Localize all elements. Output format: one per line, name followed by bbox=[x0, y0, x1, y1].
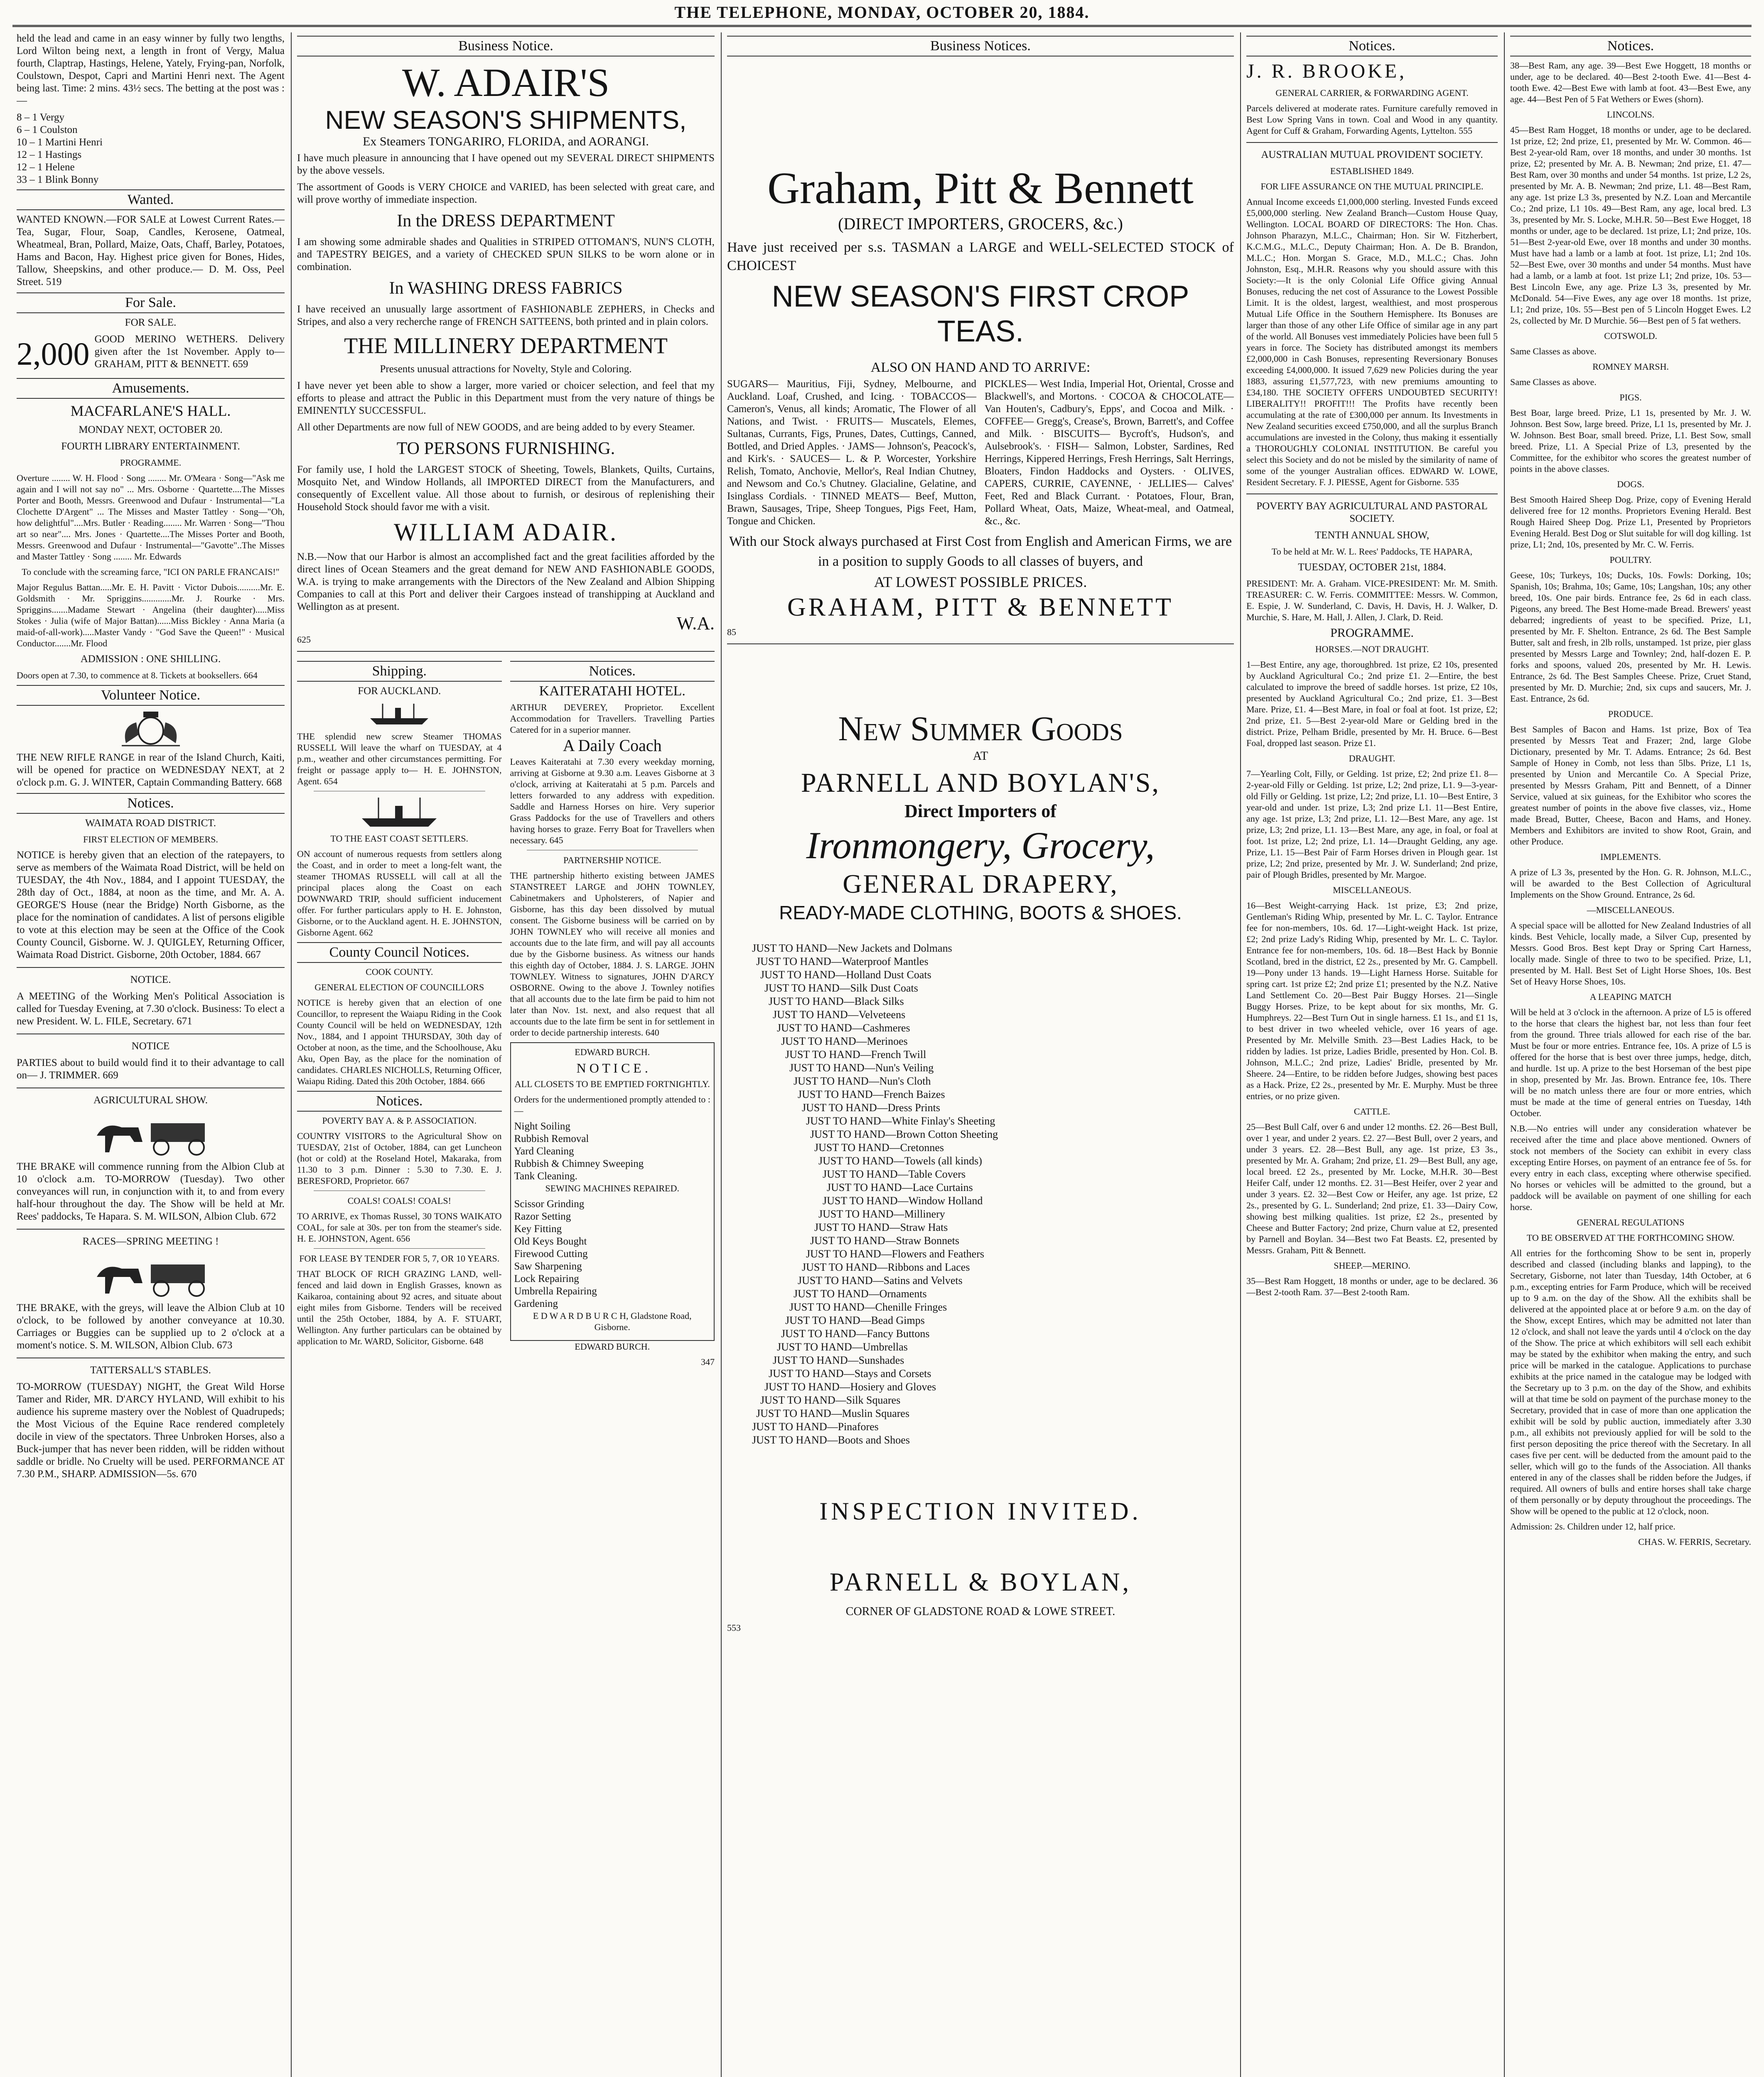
divider bbox=[727, 643, 1234, 644]
pb-inspection: INSPECTION INVITED. bbox=[819, 1498, 1142, 1525]
programme-label: PROGRAMME. bbox=[120, 457, 182, 468]
ad-number: 625 bbox=[297, 634, 311, 645]
coals-title: COALS! COALS! COALS! bbox=[347, 1196, 451, 1206]
secretary-signature: CHAS. W. FERRIS, Secretary. bbox=[1638, 1537, 1751, 1547]
column-4 bbox=[1246, 32, 1498, 2077]
pbaps-title: POVERTY BAY AGRICULTURAL AND PASTORAL SOCIETY. bbox=[1256, 501, 1488, 524]
list-item: JUST TO HAND—Ornaments bbox=[794, 1288, 927, 1300]
draught-classes: 7—Yearling Colt, Filly, or Gelding. 1st prize, £2; 2nd prize £1. 8—2-year-old Filly or Gelding. 1st prize, L2; 2nd prize, L1. 9—3-year-old Filly or Gelding. 1st prize, L2; 2nd prize, L1. 10—Best Entire, 3 year-old and under. 1st prize, L3; 2nd prize L1. 11—Best Entire, any age. 1st prize, L3; 2nd prize, L1. 12—Best Mare, any age. 1st prize, L3; 2nd prize, L1. 13—Best Mare, any age, in foal, or foal at foot. 1st prize, L2; 2nd prize, L1. 14—Draught Gelding, any age. Prize, L1. 15—Best Pair of Farm Horses driven in Plough gear. 1st prize, L2; 2nd prize, presented by Mr. J. W. Sunderland; 2nd prize, pair of Plough Bridles, presented by Mr. Margoe. bbox=[1246, 768, 1498, 880]
millinery-text: I have never yet been able to show a larger, more varied or choicer selection, and feel that my efforts to please and attract the Public in this Department must from the very nature of things be EMINENTLY SUCCESSFUL. bbox=[297, 380, 715, 416]
programme-title: PROGRAMME. bbox=[1330, 626, 1414, 640]
cattle-classes: 25—Best Bull Calf, over 6 and under 12 months. £2. 26—Best Bull, over 1 year, and under 2 years. £2. 27—Best Bull, over 2 years, and under 3 years. £2. 28—Best Bull, any age. 1st prize, £3 3s., presented by Mr. A. Graham; 2nd prize, £1. 29—Best Bull, any age, local breed. £2 2s., presented by Mr. Locke, M.H.R. 30—Best Heifer Calf, under 12 months. £2. 31—Best Heifer, over 2 year and under 3 years. £2. 32—Best Cow or Heifer, any age. 1st prize, £2 2s., presented by G. L. Sunderland; 2nd prize, £1. 33—Dairy Cow, showing best milking qualities. 1st prize, £2 2s., presented by Cheese and Butter Factory; 2nd prize, Churn value at £2, presented by Parnell and Boylan. 34—Best two Fat Beasts. £2, presented by Messrs. Graham, Pitt & Bennett. bbox=[1246, 1122, 1498, 1255]
partnership-title: PARTNERSHIP NOTICE. bbox=[563, 855, 661, 865]
produce-title: PRODUCE. bbox=[1608, 709, 1653, 719]
sheep-classes: 35—Best Ram Hoggett, 18 months or under, age to be declared. 36—Best 2-tooth Ram. 37—Best 2-tooth Ram. bbox=[1246, 1276, 1498, 1297]
pb-address: CORNER OF GLADSTONE ROAD & LOWE STREET. bbox=[845, 1605, 1115, 1618]
list-item: Night Soiling bbox=[514, 1121, 570, 1132]
pb-number: 553 bbox=[727, 1623, 741, 1633]
list-item: Umbrella Repairing bbox=[514, 1286, 597, 1297]
column-3 bbox=[727, 32, 1234, 2077]
cotswold-title: COTSWOLD. bbox=[1604, 331, 1657, 341]
miscellaneous-classes: 16—Best Weight-carrying Hack. 1st prize, £3; 2nd prize, Gentleman's Riding Whip, presented by Mr. L. C. Taylor. Entrance fee for non-members, 10s. 6d. 17—Light-weight Hack. 1st prize, £2; 2nd prize Lady's Riding Whip, presented by Mr. L. C. Taylor. Entrance fee for non-members, 10s. 6d. 18—Best Hack by Bonnie Scotland, bred in the district, £2 2s., presented by Mr. G. Campbell. 19—Pony under 13 hands. 19—Light Harness Horse. Suitable for spring cart. 1st prize £2; 2nd prize £1; presented by the N.Z. Native Land Settlement Co. 20—Best Pair Buggy Horses. 21—Single Buggy Horses. Prize, to be kept about for six months, Mr. G. Humphreys. 22—Best Turn Out in single harness. £1 1s., and £1 1s, to best driver in two wheeled vehicle, over 16 years of age. Presented by Mr. Melville Smith. 23—Best Ladies Hack, to be ridden by ladies. 1st prize, Ladies Bridle, presented by Hon. Col. B. Johnson, M.L.C.; 2nd prize, Ladies' Bridle, presented by Mr. Sheere. 24—Entire, to be ridden before Judges, showing best paces as a Hack. Prize, £2 2s., presented by Mr. E. Murphy. Must be three entries, or no prize given. bbox=[1246, 900, 1498, 1101]
gpb-goods-right: PICKLES— West India, Imperial Hot, Oriental, Crosse and Blackwell's, and Mortons. · COCOA & CHOCOLATE— Van Houten's, Cadbury's, Epps', and Cocoa and Milk. · COFFEE— Gregg's, Crease's, Brown, Barrett's, and Coffee and Milk. · BISCUITS— Bycroft's, Hudson's, and Aulsebrook's. · FISH— Salmon, Lobster, Sardines, Red Herrings, Kippered Herrings, Fresh Herrings, Salt Herrings, Bloaters, Findon Haddocks and Oysters. · OLIVES, CAPERS, CURRIE, CAYENNE, · JELLIES— Calves' Feet, Red and Black Currant. · Potatoes, Flour, Bran, Pollard Wheat, Oats, Maize, Wheat-meal, and Oatmeal, &c., &c. bbox=[985, 378, 1234, 527]
pb-drapery: GENERAL DRAPERY, bbox=[843, 869, 1118, 899]
lease-title: FOR LEASE BY TENDER FOR 5, 7, OR 10 YEARS. bbox=[299, 1253, 500, 1264]
admission-price: ADMISSION : ONE SHILLING. bbox=[80, 653, 221, 665]
coals-notice: TO ARRIVE, ex Thomas Russel, 30 TONS WAIKATO COAL, for sale at 30s. per ton from the steamer's side. H. E. JOHNSTON, Agent. 656 bbox=[297, 1211, 502, 1244]
list-item: JUST TO HAND—New Jackets and Dolmans bbox=[752, 942, 952, 954]
masthead-title: THE TELEPHONE, MONDAY, OCTOBER 20, 1884. bbox=[674, 3, 1090, 22]
gpb-goods-left: SUGARS— Mauritius, Fiji, Sydney, Melbourne, and Auckland. Loaf, Crushed, and Icing. · TOBACCOS— Cameron's, Venus, all kinds; Aromatic, The Flower of all Nations, and Twist. · FRUITS— Muscatels, Elemes, Sultanas, Currants, Figs, Prunes, Dates, Cuttings, Canned, Bottled, and Dried Apples. · JAMS— Johnson's, Peacock's, and Kirk's. · SAUCES— L. & P. Worcester, Yorkshire Relish, Tomato, Anchovie, Mellor's, Real Indian Chutney, and Newsom and Co.'s Chutney. Glacialine, Gelatine, and Isinglass Cordials. · TINNED MEATS— Beef, Mutton, Brawn, Sausages, Tripe, Sheep Tongues, Pigs Feet, Ham, Tongue and Chicken. bbox=[727, 378, 976, 527]
list-item: JUST TO HAND—Merinoes bbox=[781, 1035, 908, 1047]
royal-crest-icon bbox=[118, 710, 184, 747]
list-item: JUST TO HAND—Fancy Buttons bbox=[781, 1328, 930, 1340]
list-item: JUST TO HAND—Brown Cotton Sheeting bbox=[810, 1128, 998, 1140]
build-title: NOTICE bbox=[131, 1041, 170, 1052]
pb-ironmongery: Ironmongery, Grocery, bbox=[806, 824, 1155, 867]
section-header-shipping: Shipping. bbox=[297, 661, 502, 682]
list-item: JUST TO HAND—Towels (all kinds) bbox=[818, 1155, 982, 1167]
list-item: Scissor Grinding bbox=[514, 1198, 585, 1210]
brooke-notice: Parcels delivered at moderate rates. Furniture carefully removed in Best Low Spring Vans in town. Coal and Wood in any quantity. Agent for Cuff & Graham, Forwarding Agents, Lyttelton. 555 bbox=[1246, 103, 1498, 136]
hotel-title: KAITERATAHI HOTEL. bbox=[539, 683, 685, 699]
millinery-title: THE MILLINERY DEPARTMENT bbox=[344, 333, 668, 358]
races-notice: THE BRAKE, with the greys, will leave the Albion Club at 10 o'clock, to be followed by another conveyance at 10.30. Carriages or Buggies can be supplied up to 2 o'clock at a moment's notice. S. M. WILSON, Albion Club. 673 bbox=[17, 1302, 285, 1351]
masthead-rule bbox=[12, 25, 1752, 27]
betting-line: 8 – 1 Vergy bbox=[17, 112, 65, 123]
burch-subtitle: ALL CLOSETS TO BE EMPTIED FORTNIGHTLY. bbox=[514, 1079, 710, 1089]
romney-classes: Same Classes as above. bbox=[1510, 377, 1597, 387]
divider bbox=[314, 1248, 485, 1249]
section-header-notices: Notices. bbox=[1510, 36, 1751, 56]
leaping-text: Will be held at 3 o'clock in the afternoon. A prize of L5 is offered to the horse that clears the highest bar, not less than four feet from the ground. Three trials allowed for each rise of the bar. Must be four or more entries. Entrance fee, 10s. A prize of L5 is offered for the horse that is best over three jumps, hedge, ditch, and hurdle. 1st up. A prize to the best Horseman of the best pipe in shop, presented by Mr. Jas. Brown. Entrance fee, 10s. There will be no match unless there are four or more entries, which must be made at the time of general entries on Tuesday, 14th October. bbox=[1510, 1007, 1751, 1118]
sheep-title: SHEEP.—MERINO. bbox=[1334, 1260, 1410, 1271]
burch-sewing: SEWING MACHINES REPAIRED. bbox=[545, 1183, 679, 1193]
adair-initials: W.A. bbox=[676, 613, 715, 633]
list-item: Rubbish Removal bbox=[514, 1133, 589, 1144]
dogs-title: DOGS. bbox=[1617, 479, 1644, 489]
burch-services bbox=[514, 1120, 711, 1183]
furnishing-text: For family use, I hold the LARGEST STOCK of Sheeting, Towels, Blankets, Quilts, Curtains, Mosquito Net, and Window Hollands, all IMPORTED DIRECT from the Manufacturers, and consequently of Excellent value. All those about to furnish, or desirous of replenishing their Household Stock should favor me with a visit. bbox=[297, 464, 715, 513]
dress-dept-title: In the DRESS DEPARTMENT bbox=[397, 211, 615, 231]
masthead bbox=[0, 0, 1764, 25]
burch-repairs bbox=[514, 1198, 711, 1310]
implements-title: IMPLEMENTS. bbox=[1600, 852, 1661, 862]
list-item: Lock Repairing bbox=[514, 1273, 579, 1284]
adair-subtitle: NEW SEASON'S SHIPMENTS, bbox=[325, 106, 687, 135]
divider bbox=[17, 1229, 285, 1230]
list-item: JUST TO HAND—Lace Curtains bbox=[827, 1181, 973, 1193]
steamer-icon bbox=[366, 702, 432, 727]
washing-fabrics-title: In WASHING DRESS FABRICS bbox=[389, 279, 623, 298]
gpb-number: 85 bbox=[727, 627, 736, 637]
divider bbox=[17, 967, 285, 968]
list-item: JUST TO HAND—Silk Dust Coats bbox=[764, 982, 918, 994]
amp-established: ESTABLISHED 1849. bbox=[1330, 166, 1414, 176]
list-item: JUST TO HAND—Sunshades bbox=[773, 1354, 904, 1366]
list-item: Yard Cleaning bbox=[514, 1146, 574, 1157]
nb-text: N.B.—No entries will under any consideration whatever be received after the time and place above mentioned. Owners of stock not members of the Society can exhibit in every class excepting Entire Horses, on payment of an entrance fee of 5s. for every entry in each class, excepting where otherwise specified. No horses or vehicles will be admitted to the ground, but a paddock will be available on payment of one shilling for each horse. bbox=[1510, 1123, 1751, 1212]
poverty-bay-notice: COUNTRY VISITORS to the Agricultural Show on TUESDAY, 21st of October, 1884, can get Luncheon (hot or cold) at the Roseland Hotel, Makaraka, from 11.30 to 3 p.m. Dinner : 5.30 to 7.30. E. J. BERESFORD, Proprietor. 667 bbox=[297, 1131, 502, 1186]
hotel-notice: ARTHUR DEVEREY, Proprietor. Excellent Accommodation for Travellers. Travelling Parties Catered for in a superior manner. bbox=[510, 702, 715, 735]
section-header-notices: Notices. bbox=[297, 1091, 502, 1112]
list-item: JUST TO HAND—Bead Gimps bbox=[785, 1314, 925, 1326]
cattle-title: CATTLE. bbox=[1354, 1106, 1391, 1117]
regulations-title: GENERAL REGULATIONS bbox=[1577, 1217, 1685, 1228]
gpb-title: Graham, Pitt & Bennett bbox=[767, 164, 1194, 213]
pb-signature: PARNELL & BOYLAN, bbox=[829, 1568, 1132, 1596]
dogs-classes: Best Smooth Haired Sheep Dog. Prize, copy of Evening Herald delivered free for 12 months. Proprietors Evening Herald. Best Rough Haired Sheep Dog. Prize L1, Presented by Proprietors Evening Herald. Best Dog or Slut suitable for will dog killing. 1st prize, L1; 2nd, 10s, presented by Mr. C. W. Ferris. bbox=[1510, 494, 1751, 550]
adair-signature: WILLIAM ADAIR. bbox=[393, 518, 618, 546]
divider bbox=[1246, 142, 1498, 143]
pb-at: AT bbox=[973, 749, 988, 763]
section-header-volunteer: Volunteer Notice. bbox=[17, 685, 285, 706]
draught-title: DRAUGHT. bbox=[1349, 753, 1395, 764]
column-divider bbox=[291, 32, 292, 2077]
list-item: JUST TO HAND—Stays and Corsets bbox=[769, 1367, 931, 1380]
miscellaneous-title: —MISCELLANEOUS. bbox=[1587, 905, 1675, 915]
for-sale-quantity: 2,000 bbox=[17, 336, 90, 372]
column-1 bbox=[17, 32, 285, 2077]
burch-box bbox=[510, 1042, 715, 1341]
column-divider bbox=[1504, 32, 1505, 2077]
millinery-subtitle: Presents unusual attractions for Novelty, Style and Coloring. bbox=[380, 363, 632, 375]
betting-line: 33 – 1 Blink Bonny bbox=[17, 174, 99, 185]
list-item: JUST TO HAND—Satins and Velvets bbox=[798, 1274, 963, 1286]
pbaps-annual: TENTH ANNUAL SHOW, bbox=[1314, 530, 1430, 541]
section-header-notices: Notices. bbox=[510, 661, 715, 682]
horse-brake-icon bbox=[88, 1111, 213, 1156]
list-item: JUST TO HAND—Holland Dust Coats bbox=[760, 969, 931, 981]
divider bbox=[297, 651, 715, 652]
divider bbox=[1246, 493, 1498, 494]
horses-title: HORSES.—NOT DRAUGHT. bbox=[1315, 644, 1429, 654]
brooke-title: J. R. BROOKE, bbox=[1246, 60, 1407, 82]
waimata-notice: NOTICE is hereby given that an election of the ratepayers, to serve as members of the Waimata Road District, will be held on TUESDAY, the 4th Nov., 1884, and I appoint TUESDAY, the 28th day of Oct., 1884, at noon as the time, and Mr. A. A. GEORGE'S House (near the Bridge) North Gisborne, as the place for the nomination of candidates. A list of persons eligible to vote at this election may be seen at the Office of the Cook County Council, Gisborne. W. J. QUIGLEY, Returning Officer, Waimata Road District. Gisborne, 20th October, 1884. 667 bbox=[17, 849, 285, 960]
poultry-title: POULTRY. bbox=[1609, 555, 1652, 565]
list-item: Firewood Cutting bbox=[514, 1248, 588, 1259]
amp-life: FOR LIFE ASSURANCE ON THE MUTUAL PRINCIPLE. bbox=[1260, 181, 1484, 191]
list-item: JUST TO HAND—Velveteens bbox=[773, 1009, 906, 1021]
betting-line: 12 – 1 Helene bbox=[17, 162, 75, 173]
pb-title: New Summer Goods bbox=[838, 710, 1123, 748]
meeting-notice: A MEETING of the Working Men's Political Association is called for Tuesday Evening, at 7.30 o'clock. Business: To elect a new President. W. L. FILE, Secretary. 671 bbox=[17, 991, 285, 1027]
burch-notice-heading: N O T I C E . bbox=[576, 1061, 648, 1075]
list-item: JUST TO HAND—Straw Bonnets bbox=[810, 1235, 959, 1247]
pb-direct: Direct Importers of bbox=[904, 801, 1056, 821]
amp-notice: Annual Income exceeds £1,000,000 sterling. Invested Funds exceed £5,000,000 sterling. New Zealand Branch—Custom House Quay, Wellington. LOCAL BOARD OF DIRECTORS: The Hon. Chas. Johnson Pharazyn, M.L.C., Chairman; Hon. Sir W. Fitzherbert, K.C.M.G., M.L.C., Deputy Chairman; Hon. A. De B. Brandon, M.L.C.; Hon. Morgan S. Grace, M.D., M.L.C.; Chas. John Johnston, Esq., M.H.R. Reasons why you should assure with this Society:—It is the only Colonial Life Office giving Annual Bonuses, reducing the net cost of Assurance to the Lowest Possible Limit. It is the oldest, largest, wealthiest, and most prosperous Mutual Life Office in the Southern Hemisphere. Its Bonuses are larger than those of any other Life Office of similar age in any part of the world. All Bonuses vest immediately Policies have been full 5 years in force. The Society has distributed amongst its members £2,000,000 in Cash Bonuses, representing Reversionary Bonuses exceeding £4,000,000. It issued 7,629 new Policies during the year 1883, assuring £1,577,723, with new premiums amounting to £34,180. THE SOCIETY OFFERS UNDOUBTED SECURITY! LIBERALITY!! PROFIT!!! The Profits have recently been accumulating at the rate of £300,000 per annum. Its Investments in New Zealand securities exceed £750,000, and all the surplus Branch accumulations are invested in the Colony, thus making it essentially a THOROUGHLY COLONIAL INSTITUTION. Be careful you select this Society and do not be misled by the similarity of name of some of the younger Australian offices. EDWARD W. LOWE, Resident Secretary. F. J. PIESSE, Agent for Gisborne. 535 bbox=[1246, 196, 1498, 487]
agricultural-show-title: AGRICULTURAL SHOW. bbox=[93, 1095, 208, 1106]
amp-title: AUSTRALIAN MUTUAL PROVIDENT SOCIETY. bbox=[1261, 149, 1483, 160]
county-subtitle: GENERAL ELECTION OF COUNCILLORS bbox=[314, 982, 484, 992]
poverty-bay-title: POVERTY BAY A. & P. ASSOCIATION. bbox=[322, 1115, 477, 1126]
auckland-notice: THE splendid new screw Steamer THOMAS RUSSELL Will leave the wharf on TUESDAY, at 4 p.m., weather and other circumstances permitting. For freight or passage apply to— H. E. JOHNSTON, Agent. 654 bbox=[297, 731, 502, 786]
list-item: JUST TO HAND—Flowers and Feathers bbox=[806, 1248, 984, 1260]
section-header-county: County Council Notices. bbox=[297, 942, 502, 963]
list-item: JUST TO HAND—Hosiery and Gloves bbox=[764, 1381, 936, 1393]
agricultural-show-notice: THE BRAKE will commence running from the Albion Club at 10 o'clock a.m. TO-MORROW (Tuesday). Two other conveyances will run, in conjunction with it, to and from every half-hour throughout the day. The Show will be held at Mr. Rees' paddocks, Te Hapara. S. M. WILSON, Albion Club. 672 bbox=[17, 1161, 285, 1222]
list-item: Gardening bbox=[514, 1298, 558, 1309]
poultry-classes: Geese, 10s; Turkeys, 10s; Ducks, 10s. Fowls: Dorking, 10s; Spanish, 10s; Brahma, 10s; Game, 10s; Langshan, 10s; any other breed, 10s. One pair birds. Entrance fee, 2s 6d in each class. Pigeons, any breed. The Best Home-made Bread. Brewers' yeast debarred; ingredients of yeast to be specified. Prize, L1, presented by Mr. F. Shelton. Entrance, 2s 6d. The Best Sample Butter, salt and fresh, in 2lb rolls, unstamped. 1st prize, pier glass presented by Messrs Large and Townley; 2nd, half-dozen E. P. forks and spoons, valued 20s, presented by Mr. H. Lewis. Entrance, 2s 6d. The Best Samples Cheese. Prize, Cruet Stand, presented by Mr. D. Murchie; 2nd, six cups and saucers, Mr. J. East. Entrance, 2s 6d. bbox=[1510, 570, 1751, 704]
pb-name: PARNELL AND BOYLAN'S, bbox=[801, 768, 1160, 798]
cotswold-classes: Same Classes as above. bbox=[1510, 346, 1597, 356]
adair-nb: N.B.—Now that our Harbor is almost an accomplished fact and the great facilities afforded by the direct lines of Ocean Steamers and the great demand for NEW AND FASHIONABLE GOODS, W.A. is trying to make arrangements with the Directors of the New Zealand and Albion Shipping Companies to call at this Port and deliver their Cargoes instead of transhipping at Auckland and Wellington as at present. bbox=[297, 551, 715, 612]
brooke-subtitle: GENERAL CARRIER, & FORWARDING AGENT. bbox=[1275, 88, 1469, 98]
list-item: JUST TO HAND—Ribbons and Laces bbox=[802, 1261, 970, 1273]
column-5 bbox=[1510, 32, 1751, 2077]
farce-title: To conclude with the screaming farce, "ICI ON PARLE FRANCAIS!" bbox=[22, 567, 280, 577]
race-report: held the lead and came in an easy winner by fully two lengths, Lord Wilton being next, a length in front of Vergy, Malua fourth, Claptrap, Hastings, Helene, Yately, Frying-pan, Norfolk, Coulstown, Despot, Capri and Martini Henri next. The Agent being last. Time: 2 mins. 43½ secs. The betting at the post was :— bbox=[17, 33, 285, 106]
adair-assortment: The assortment of Goods is VERY CHOICE and VARIED, has been selected with great care, and will prove worthy of immediate inspection. bbox=[297, 182, 715, 205]
section-header-for-sale: For Sale. bbox=[17, 292, 285, 313]
list-item: Saw Sharpening bbox=[514, 1261, 582, 1272]
list-item: Rubbish & Chimney Sweeping bbox=[514, 1158, 644, 1169]
partnership-notice: THE partnership hitherto existing between JAMES STANSTREET LARGE and JOHN TOWNLEY, Cabinetmakers and Upholsterers, of Napier and Gisborne, has this day been dissolved by mutual consent. The Gisborne business will be carried on by JOHN TOWNLEY who will receive all monies and accounts due to the late firm, and will pay all accounts due by the Gisborne business. As witness our hands this eighth day of October, 1884. J. S. LARGE. JOHN TOWNLEY. Witness to signatures, JOHN D'ARCY OSBORNE. Owing to the above J. Townley notifies that all accounts due to the late firm be paid to him not later than Nov. 1st. next, and also request that all accounts due to the late firm be sent in for settlement in order to decide partnership interests. 640 bbox=[510, 870, 715, 1038]
list-item: Old Keys Bought bbox=[514, 1236, 587, 1247]
county-notice: NOTICE is hereby given that an election of one Councillor, to represent the Waiapu Riding in the Cook County Council will be held on WEDNESDAY, 12th Nov., 1884, and I appoint THURSDAY, 30th day of October at noon, as the time, and the Schoolhouse, Aku Aku, Open Bay, as the place for the nomination of candidates. CHARLES NICHOLLS, Returning Officer, Waiapu Riding. Dated this 20th October, 1884. 666 bbox=[297, 997, 502, 1086]
tattersall-notice: TO-MORROW (TUESDAY) NIGHT, the Great Wild Horse Tamer and Rider, MR. D'ARCY HYLAND, Will exhibit to his audience his supreme mastery over the Noblest of Quadrupeds; the Most Vicious of the Equine Race rendered completely docile in view of the spectators. Three Unbroken Horses, also a Buck-jumper that has never been ridden, will be ridden without saddle or bridle. No Cruelty will be used. PERFORMANCE AT 7.30 P.M., SHARP. ADMISSION—5s. 670 bbox=[17, 1381, 285, 1480]
list-item: JUST TO HAND—Muslin Squares bbox=[756, 1407, 910, 1419]
steamer-icon bbox=[358, 795, 441, 829]
burch-title: EDWARD BURCH. bbox=[575, 1047, 650, 1057]
section-header-amusements: Amusements. bbox=[17, 378, 285, 399]
section-header-notices: Notices. bbox=[1246, 36, 1498, 56]
adair-ships: Ex Steamers TONGARIRO, FLORIDA, and AORANGI. bbox=[363, 135, 649, 148]
list-item: Tank Cleaning. bbox=[514, 1171, 577, 1182]
admission-text: Admission: 2s. Children under 12, half price. bbox=[1510, 1521, 1676, 1532]
list-item: JUST TO HAND—Waterproof Mantles bbox=[756, 955, 929, 967]
gpb-subtitle: (DIRECT IMPORTERS, GROCERS, &c.) bbox=[838, 214, 1123, 233]
county-title: COOK COUNTY. bbox=[366, 967, 433, 977]
gpb-intro: Have just received per s.s. TASMAN a LARGE and WELL-SELECTED STOCK of CHOICEST bbox=[727, 240, 1234, 273]
hall-name: MACFARLANE'S HALL. bbox=[70, 403, 231, 419]
section-header-notices: Notices. bbox=[17, 793, 285, 814]
list-item: JUST TO HAND—Umbrellas bbox=[777, 1341, 908, 1353]
list-item: JUST TO HAND—Boots and Shoes bbox=[752, 1434, 910, 1446]
pbaps-where: To be held at Mr. W. L. Rees' Paddocks, TE HAPARA, bbox=[1271, 546, 1473, 557]
notices-column bbox=[510, 658, 715, 1372]
list-item: Key Fitting bbox=[514, 1223, 562, 1235]
dress-dept-text: I am showing some admirable shades and Qualities in STRIPED OTTOMAN'S, NUN'S CLOTH, and TAPESTRY BEIGES, and a variety of CHECKED SPUN SILKS to be worn alone or in combination. bbox=[297, 236, 715, 273]
lincolns-classes: 45—Best Ram Hogget, 18 months or under, age to be declared. 1st prize, £2; 2nd prize, £1, presented by Mr. W. Common. 46—Best 2-year-old Ram, over 18 months, and under 30 months. 1st prize, £2; presented by Mr. A. B. Newman; 2nd prize, £1. 47—Best Ram, over 30 months and under 54 months. 1st prize, L2 2s, presented by Mr. A. B. Newman; 2nd prize, L1. 48—Best Ram, any age. 1st prize L3 3s, presented by N.Z. Loan and Mercantile Co.; 2nd prize, L1 10s. 49—Best Ram, any age, local bred. L3 3s, presented by Mr. S. Locke, M.H.R. 50—Best Ewe Hogget, 18 months or under, age to be declared. 1st prize, L1; 2nd prize, 10s. 51—Best 2-year-old Ewe, over 18 months and under 30 months. Must have had a lamb or a lamb at foot. 1st prize, L1; 2nd 10s. 52—Best Ewe, over 30 months and under 54 months. Must have had a lamb, or a lamb at foot. 1st prize L1; 2nd prize, 10s. 53—Best Lincoln Ewe, any age. Prize L3 3s, presented by Mr. McDonald. 54—Five Ewes, any age over 18 months. 1st prize, L1; 2nd prize, 10s. 55—Best pen of 5 Lincoln Hogget Ewes. L2 2s, collected by Mr. D Murchie. 56—Best pen of 5 fat wethers. bbox=[1510, 125, 1751, 326]
list-item: JUST TO HAND—Table Covers bbox=[823, 1168, 966, 1180]
pigs-title: PIGS. bbox=[1619, 392, 1642, 403]
list-item: JUST TO HAND—Cashmeres bbox=[777, 1022, 910, 1034]
list-item: Razor Setting bbox=[514, 1211, 571, 1222]
build-notice: PARTIES about to build would find it to their advantage to call on— J. TRIMMER. 669 bbox=[17, 1057, 285, 1081]
auckland-title: FOR AUCKLAND. bbox=[358, 685, 441, 697]
adair-title: W. ADAIR'S bbox=[402, 60, 610, 105]
waimata-subtitle: FIRST ELECTION OF MEMBERS. bbox=[83, 834, 218, 845]
betting-line: 6 – 1 Coulston bbox=[17, 124, 78, 135]
list-item: JUST TO HAND—White Finlay's Sheeting bbox=[806, 1115, 995, 1127]
pbaps-officers: PRESIDENT: Mr. A. Graham. VICE-PRESIDENT: Mr. M. Smith. TREASURER: C. W. Ferris. COMMITTEE: Messrs. W. Common, E. Espie, J. W. Sunderland, C. Davis, H. Davis, H. J. Walker, D. Murchie, S. Hare, M. Hall, J. Allen, J. Clark, D. Reid. bbox=[1246, 578, 1498, 622]
burch-number: 347 bbox=[701, 1357, 715, 1367]
romney-title: ROMNEY MARSH. bbox=[1592, 361, 1669, 372]
betting-line: 12 – 1 Hastings bbox=[17, 149, 82, 160]
burch-signature: E D W A R D B U R C H, Gladstone Road, Gisborne. bbox=[533, 1311, 692, 1332]
regulations-subtitle: TO BE OBSERVED AT THE FORTHCOMING SHOW. bbox=[1526, 1232, 1735, 1243]
list-item: JUST TO HAND—Straw Hats bbox=[814, 1221, 948, 1233]
gpb-also: ALSO ON HAND AND TO ARRIVE: bbox=[870, 360, 1091, 375]
pb-clothing: READY-MADE CLOTHING, BOOTS & SHOES. bbox=[779, 902, 1182, 923]
section-header-wanted: Wanted. bbox=[17, 189, 285, 210]
miscellaneous-classes: A special space will be allotted for New Zealand Industries of all kinds. Best Vehicle, locally made, a Silver Cup, presented by Messrs. Good Bros. Best kept Dray or Spring Cart Harness, locally made. Single of three to two to be specified. Prize, L1, presented by M. Hall. Best Set of Light Horse Shoes, 10s. Best Set of Heavy Horse Shoes, 10s. bbox=[1510, 920, 1751, 987]
list-item: JUST TO HAND—Cretonnes bbox=[814, 1142, 944, 1154]
miscellaneous-title: MISCELLANEOUS. bbox=[1333, 885, 1411, 895]
list-item: JUST TO HAND—Nun's Veiling bbox=[789, 1062, 934, 1074]
departments-text: All other Departments are now full of NEW GOODS, and are being added to by every Steamer. bbox=[297, 422, 695, 433]
betting-line: 10 – 1 Martini Henri bbox=[17, 137, 103, 148]
column-divider bbox=[1240, 32, 1241, 2077]
for-sale-text: GOOD MERINO WETHERS. Delivery given after the 1st November. Apply to— GRAHAM, PITT & BENNETT. 659 bbox=[94, 334, 285, 370]
implements-classes: A prize of L3 3s, presented by the Hon. G. R. Johnson, M.L.C., will be awarded to the Best Collection of Agricultural Implements on the Show Ground. Entrance, 2s 6d. bbox=[1510, 867, 1751, 900]
list-item: JUST TO HAND—Window Holland bbox=[823, 1195, 983, 1207]
washing-fabrics-text: I have received an unusually large assortment of FASHIONABLE ZEPHERS, in Checks and Stripes, and also a very recherche range of FRENCH SATTEENS, both printed and in plain colors. bbox=[297, 304, 715, 327]
list-item: JUST TO HAND—Chenille Fringes bbox=[789, 1301, 947, 1313]
gpb-teas: NEW SEASON'S FIRST CROP TEAS. bbox=[771, 280, 1189, 348]
races-title: RACES—SPRING MEETING ! bbox=[82, 1236, 219, 1247]
gpb-goods bbox=[727, 378, 1234, 532]
pigs-classes: Best Boar, large breed. Prize, L1 1s, presented by Mr. J. W. Johnson. Best Sow, large breed. Prize, L1 1s, presented by Mr. J. W. Johnson. Best Boar, small breed. Prize, L1. Best Sow, small breed. Prize, L1. A Special Prize of L3, presented by the Committee, for the exhibitor who scores the greatest number of points in the above classes. bbox=[1510, 408, 1751, 474]
doors-open: Doors open at 7.30, to commence at 8. Tickets at booksellers. 664 bbox=[17, 670, 258, 680]
gpb-stock: With our Stock always purchased at First Cost from English and American Firms, we are in a position to supply Goods to all classes of buyers, and bbox=[729, 534, 1232, 569]
meeting-title: NOTICE. bbox=[130, 974, 171, 985]
shipping-column bbox=[297, 658, 502, 1372]
column-2 bbox=[297, 32, 715, 2077]
list-item: JUST TO HAND—Nun's Cloth bbox=[794, 1075, 931, 1087]
list-item: JUST TO HAND—French Baizes bbox=[798, 1088, 945, 1100]
list-item: JUST TO HAND—Millinery bbox=[818, 1208, 945, 1220]
horses-classes: 1—Best Entire, any age, thoroughbred. 1st prize, £2 10s, presented by Auckland Agricultural Co.; 2nd prize £1. 2—Entire, the best calculated to improve the breed of saddle horses. 1st prize, £2 10s, presented by Auckland Agricultural Co.; 2nd prize, £1. 3—Best Mare. Prize, £1. 4—Best Mare, in foal or foal at foot. 1st prize, £2; 2nd prize, £1. 5—Best 2-year-old Mare or Gelding bred in the district. Prize, Pelham Bridle, presented by Mr. H. Bruce. 6—Best Foal, dropped last season. Prize £1. bbox=[1246, 659, 1498, 748]
coach-notice: Leaves Kaiteratahi at 7.30 every weekday morning, arriving at Gisborne at 9.30 a.m. Leaves Gisborne at 3 o'clock, arriving at Kaiteratahi at 5 p.m. Parcels and letters forwarded to any address with expedition. Saddle and Harness Horses on hire. Very superior Grass Paddocks for the use of Travellers and others having horses to graze. Ferry Boat for Travellers when necessary. 645 bbox=[510, 756, 715, 845]
wanted-ad: WANTED KNOWN.—FOR SALE at Lowest Current Rates.—Tea, Sugar, Flour, Soap, Candles, Kerosene, Oatmeal, Wheatmeal, Bran, Pollard, Maize, Oats, Chaff, Barley, Potatoes, Hams and Bacon, Hay. Highest price given for Bones, Hides, Tallow, Sheepskins, and other produce.— D. M. Oss, Peel Street. 519 bbox=[17, 214, 285, 287]
column-divider bbox=[721, 32, 722, 2077]
hall-date: MONDAY NEXT, OCTOBER 20. bbox=[79, 424, 223, 435]
settlers-title: TO THE EAST COAST SETTLERS. bbox=[330, 833, 468, 844]
furnishing-title: TO PERSONS FURNISHING. bbox=[396, 439, 615, 458]
burch-orders: Orders for the undermentioned promptly attended to :— bbox=[514, 1094, 710, 1116]
adair-intro: I have much pleasure in announcing that I have opened out my SEVERAL DIRECT SHIPMENTS by the above vessels. bbox=[297, 152, 715, 176]
betting-list bbox=[17, 111, 285, 186]
pb-items bbox=[752, 942, 1234, 1447]
list-item: JUST TO HAND—Silk Squares bbox=[760, 1394, 901, 1406]
volunteer-notice: THE NEW RIFLE RANGE in rear of the Island Church, Kaiti, will be opened for practice on WEDNESDAY NEXT, at 2 o'clock p.m. G. J. WINTER, Captain Commanding Battery. 668 bbox=[17, 752, 285, 788]
waimata-title: WAIMATA ROAD DISTRICT. bbox=[85, 818, 216, 829]
hall-event: FOURTH LIBRARY ENTERTAINMENT. bbox=[61, 441, 240, 452]
for-sale-title: FOR SALE. bbox=[125, 317, 177, 328]
lease-notice: THAT BLOCK OF RICH GRAZING LAND, well-fenced and laid down in English Grasses, known as Kaikaroa, containing about 92 acres, and situate about eight miles from Gisborne. Tenders will be received until the 25th October, 1884, by A. F. STUART, Wellington. Any further particulars can be obtained by application to Mr. WARD, Solicitor, Gisborne. 648 bbox=[297, 1269, 502, 1346]
list-item: JUST TO HAND—French Twill bbox=[785, 1048, 926, 1061]
sheep-classes-continued: 38—Best Ram, any age. 39—Best Ewe Hoggett, 18 months or under, age to be declared. 40—Best 2-tooth Ewe. 41—Best 4-tooth Ewe. 42—Best Ewe with lamb at foot. 43—Best Ewe, any age. 44—Best Pen of 5 Fat Wethers or Ewes (shorn). bbox=[1510, 60, 1751, 104]
pbaps-date: TUESDAY, OCTOBER 21st, 1884. bbox=[1298, 562, 1446, 573]
list-item: JUST TO HAND—Dress Prints bbox=[802, 1102, 940, 1114]
regulations-text: All entries for the forthcoming Show to be sent in, properly described and classed (including blanks and lapping), to the Secretary, Gisborne, not later than Tuesday, 14th October, at 6 p.m., excepting entries for Farm Produce, which will be received up to 9 a.m. on the day of the Show. All the exhibits shall be delivered at the appointed place at or before 9 a.m. on the day of the Show, except Entires, which may be admitted not later than 12 o'clock, and shall not leave the yards until 4 o'clock on the day of the Show. The price at which exhibitors will sell each exhibit may be stated by the exhibitor when making the entry, and such price will be marked in the catalogue. Applications to purchase exhibits at the price named in the catalogue may be lodged with the Secretary up to 3 p.m. on the day of the Show, and exhibits will at that time be sold on payment of the purchase money to the Secretary, provided that in case of more than one application the exhibit will be sold by public auction, immediately after 3.30 p.m., all exhibits not previously applied for will be sold to the first person depositing the price thereof with the Secretary. In all cases five per cent. will be deducted from the amount paid to the seller, which will go to the funds of the Association. All thanks entered in any of the classes shall be ridden before the Judges, if required. All owners of bulls and entire horses shall take charge of them personally or by deputy throughout the proceedings. The Show will be opened to the public at 12 o'clock, noon. bbox=[1510, 1248, 1751, 1516]
lincolns-title: LINCOLNS. bbox=[1607, 109, 1655, 120]
coach-title: A Daily Coach bbox=[563, 736, 662, 755]
leaping-title: A LEAPING MATCH bbox=[1590, 992, 1672, 1002]
tattersall-title: TATTERSALL'S STABLES. bbox=[90, 1365, 211, 1376]
characters-list: Major Regulus Battan.....Mr. E. H. Pavitt · Victor Dubois..........Mr. E. Goldsmith · Mr. Spriggins.............Mr. J. Rourke · Mrs. Spriggins.......Madame Stewart · Angelina (their daughter).....Miss Stokes · Julia (wife of Major Battan)......Miss Bickley · Anna Maria (a maid-of-all-work).....Master Vandy · "God Save the Queen!" · Musical Conductor.......Mr. Flood bbox=[17, 582, 285, 648]
produce-classes: Best Samples of Bacon and Hams. 1st prize, Box of Tea presented by Messrs Teat and Frazer; 2nd, large Globe Dictionary, presented by Mr. T. Adams. Entrance; 2s 6d. Best Sample of Honey in Comb, not less than 5lbs. Prize, L1 1s, presented by Union and Mercantile Co. A Special Prize, presented by Messrs Graham, Pitt and Bennett, of a Dinner Service, valued at six guineas, for the Exhibitor who scores the greatest number of points in the above five classes, viz., Home made Bread, Butter, Cheese, Bacon and Hams, and Honey. Members and Exhibitors are invited to show Root, Grain, and other Produce. bbox=[1510, 724, 1751, 847]
gpb-prices: AT LOWEST POSSIBLE PRICES. bbox=[874, 574, 1087, 590]
burch-footer: EDWARD BURCH. bbox=[575, 1341, 650, 1352]
list-item: JUST TO HAND—Pinafores bbox=[752, 1421, 879, 1433]
gpb-signature: GRAHAM, PITT & BENNETT bbox=[787, 593, 1174, 621]
horse-brake-icon bbox=[88, 1252, 213, 1298]
programme-list: Overture ........ W. H. Flood · Song ........ Mr. O'Meara · Song—"Ask me again and I will not say no" ... Mrs. Osborne · Quartette....The Misses Porter and Booth, Messrs. Greenwood and Dufaur · Instrumental—"La Clochette D'Argent" ... The Misses and Master Tattley · Song—"Oh, how delightful"....Mrs. Butler · Reading........ Mr. Warren · Song—"Thou art so near".... Mrs. Jones · Quartette....The Misses Porter and Booth, Messrs. Greenwood and Dufaur · Instrumental—"Gavotte"..The Misses and Master Tattley · Song ........ Mr. Edwards bbox=[17, 473, 285, 562]
list-item: JUST TO HAND—Black Silks bbox=[769, 995, 904, 1007]
section-header-business: Business Notices. bbox=[727, 36, 1234, 56]
lower-columns bbox=[297, 658, 715, 1372]
settlers-notice: ON account of numerous requests from settlers along the Coast, and in order to meet a long-felt want, the steamer THOMAS RUSSELL will call at all the principal places along the Coast on each DOWNWARD TRIP, should sufficient inducement offer. For further particulars apply to H. E. Johnston, Gisborne, or to the Auckland agent. H. E. JOHNSTON, Gisborne Agent. 662 bbox=[297, 849, 502, 938]
section-header-business: Business Notice. bbox=[297, 36, 715, 56]
